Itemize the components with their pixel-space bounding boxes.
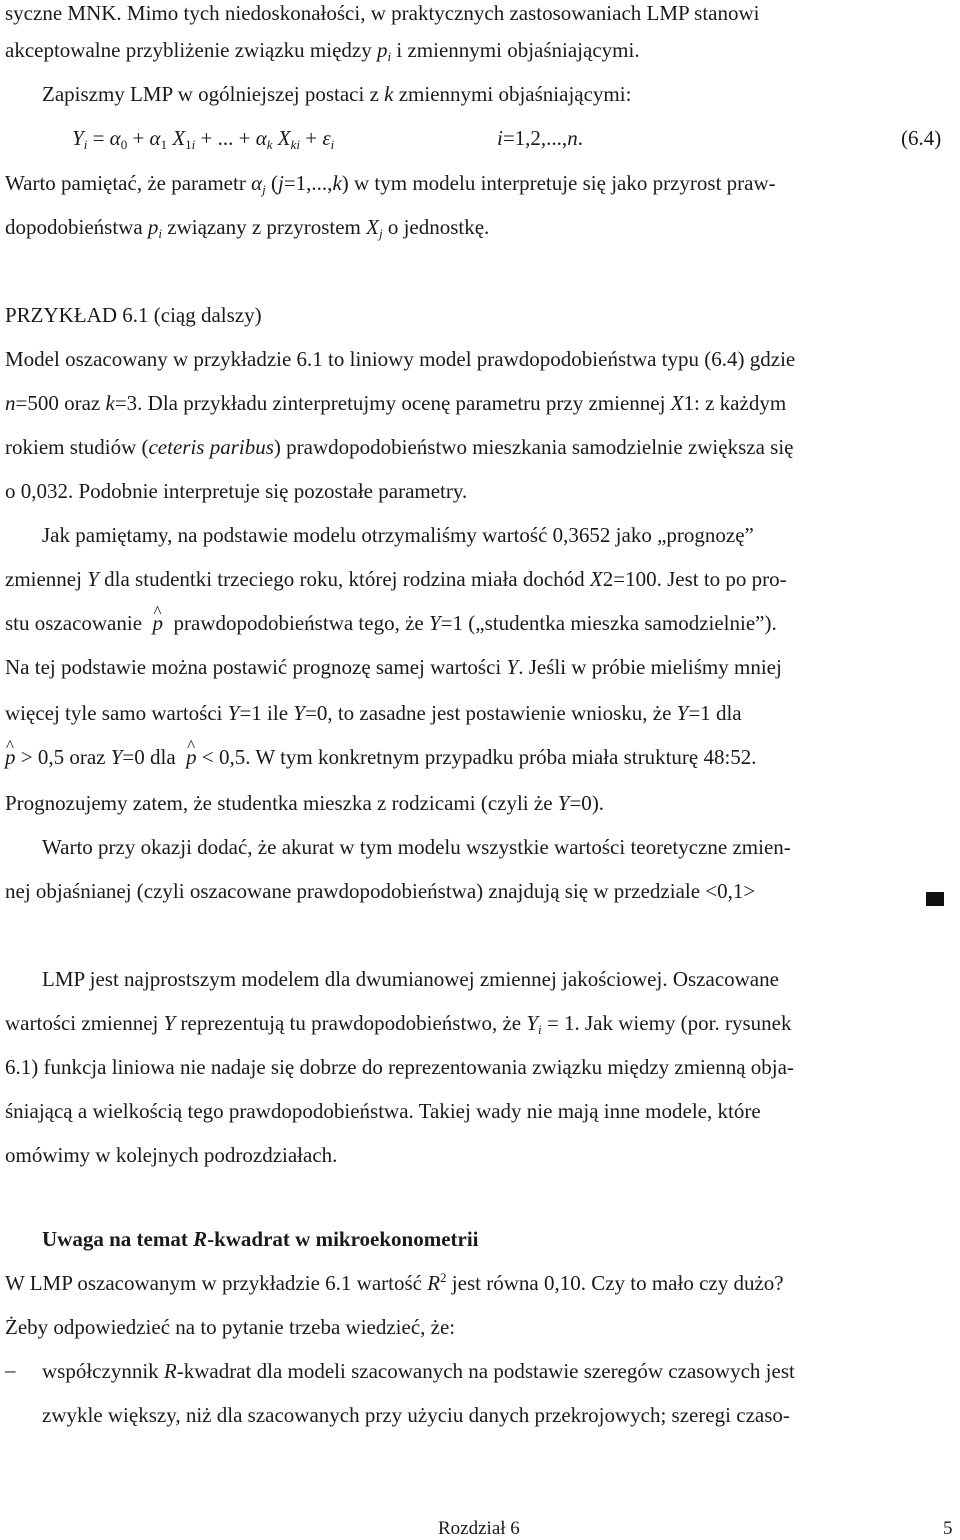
text-fragment: jest równa 0,10. Czy to mało czy dużo? bbox=[451, 1271, 784, 1295]
text-fragment: ile bbox=[267, 701, 289, 725]
text-fragment: („studentka mieszka samodzielnie”). bbox=[468, 611, 777, 635]
text-line: Na tej podstawie można postawić prognozę samej wartości Y. Jeśli w próbie mieliśmy mniej bbox=[5, 655, 782, 679]
text-line: omówimy w kolejnych podrozdziałach. bbox=[5, 1143, 338, 1167]
text-fragment: , to zasadne jest postawienie wniosku, że bbox=[327, 701, 672, 725]
equation: $Y_i = \alpha_0 + \alpha_1$ $X_{1i}$ + ... + $\alpha_k$ $X_{ki} + \varepsilon_i$ bbox=[72, 126, 335, 152]
text-fragment: : z każdym bbox=[694, 391, 787, 415]
text-fragment: > 0,5 oraz bbox=[20, 745, 106, 769]
text-line: śniającą a wielkością tego prawdopodobieństwa. Takiej wady nie mają inne modele, które bbox=[5, 1099, 761, 1123]
text-line: akceptowalne przybliżenie związku między $p_i$ i zmiennymi objaśniającymi. bbox=[5, 38, 640, 64]
p-hat-symbol: ^ p bbox=[186, 744, 197, 770]
text-fragment: współczynnik bbox=[42, 1359, 159, 1383]
section-heading: Uwaga na temat R-kwadrat w mikroekonometrii bbox=[42, 1227, 479, 1251]
text-line: W LMP oszacowanym w przykładzie 6.1 wartość $R^2$ jest równa 0,10. Czy to mało czy dużo? bbox=[5, 1270, 784, 1295]
text-fragment: więcej tyle samo wartości bbox=[5, 701, 223, 725]
text-line: LMP jest najprostszym modelem dla dwumianowej zmiennej jakościowej. Oszacowane bbox=[42, 967, 779, 991]
equation-index-range: i=1,2,...,n. bbox=[497, 126, 583, 150]
bullet-dash: – bbox=[5, 1358, 16, 1382]
example-heading: PRZYKŁAD 6.1 (ciąg dalszy) bbox=[5, 303, 262, 327]
text-fragment: Zapiszmy LMP w ogólniejszej postaci z bbox=[42, 82, 379, 106]
text-fragment: o jednostkę. bbox=[387, 215, 490, 239]
text-line: syczne MNK. Mimo tych niedoskonałości, w praktycznych zastosowaniach LMP stanowi bbox=[5, 1, 760, 25]
text-line: ^ p > 0,5 oraz Y=0 dla ^ p < 0,5. W tym konkretnym przypadku próba miała strukturę 48:52. bbox=[5, 744, 955, 770]
text-fragment: zmiennymi objaśniającymi: bbox=[398, 82, 632, 106]
text-line: 6.1) funkcja liniowa nie nadaje się dobrze do reprezentowania związku między zmienną obja- bbox=[5, 1055, 794, 1079]
text-line: n=500 oraz k=3. Dla przykładu zinterpretujmy ocenę parametru przy zmiennej X1: z każdym bbox=[5, 391, 787, 415]
text-line: nej objaśnianej (czyli oszacowane prawdopodobieństwa) znajdują się w przedziale <0,1> bbox=[5, 879, 756, 903]
text-line: Warto przy okazji dodać, że akurat w tym modelu wszystkie wartości teoretyczne zmien- bbox=[42, 835, 791, 859]
text-line: Jak pamiętamy, na podstawie modelu otrzymaliśmy wartość 0,3652 jako „prognozę” bbox=[42, 523, 754, 547]
text-fragment: dla bbox=[150, 745, 176, 769]
text-fragment: akceptowalne przybliżenie związku między bbox=[5, 38, 372, 62]
text-fragment: Dla przykładu zinterpretujmy ocenę parametru przy zmiennej bbox=[147, 391, 666, 415]
text-fragment: związany z przyrostem bbox=[167, 215, 361, 239]
text-fragment: = 1. Jak wiemy (por. rysunek bbox=[546, 1011, 792, 1035]
text-line: Prognozujemy zatem, że studentka mieszka z rodzicami (czyli że Y=0). bbox=[5, 791, 605, 815]
text-line: Żeby odpowiedzieć na to pytanie trzeba wiedzieć, że: bbox=[5, 1315, 456, 1339]
text-fragment: rokiem studiów ( bbox=[5, 435, 149, 459]
text-fragment: wartości zmiennej bbox=[5, 1011, 159, 1035]
end-of-example-mark bbox=[926, 892, 944, 906]
text-fragment: Mimo tych niedoskonałości, w praktycznych zastosowaniach LMP stanowi bbox=[126, 1, 760, 25]
text-fragment: i zmiennymi objaśniającymi. bbox=[396, 38, 640, 62]
text-fragment: -kwadrat w mikroekonometrii bbox=[207, 1227, 479, 1251]
text-fragment: dopodobieństwa bbox=[5, 215, 143, 239]
text-fragment: prawdopodobieństwa tego, że bbox=[173, 611, 424, 635]
text-fragment: zmiennej bbox=[5, 567, 82, 591]
text-fragment: Uwaga na temat bbox=[42, 1227, 188, 1251]
text-line: Zapiszmy LMP w ogólniejszej postaci z k zmiennymi objaśniającymi: bbox=[42, 82, 632, 106]
text-line: stu oszacowanie ^ p prawdopodobieństwa tego, że Y=1 („studentka mieszka samodzielnie”). bbox=[5, 610, 955, 636]
text-fragment: Na tej podstawie można postawić prognozę samej wartości bbox=[5, 655, 502, 679]
text-fragment: w tym modelu interpretuje się jako przyrost praw- bbox=[354, 171, 776, 195]
footer-chapter: Rozdział 6 bbox=[438, 1518, 520, 1539]
bullet-text-line: współczynnik R-kwadrat dla modeli szacowanych na podstawie szeregów czasowych jest bbox=[42, 1359, 795, 1383]
equation-number: (6.4) bbox=[901, 126, 942, 150]
text-fragment: ceteris paribus bbox=[148, 435, 274, 459]
page-number: 5 bbox=[943, 1518, 953, 1539]
text-fragment: < 0,5. W tym konkretnym przypadku próba miała strukturę 48:52. bbox=[201, 745, 757, 769]
text-line bbox=[5, 434, 955, 460]
text-fragment: dla bbox=[715, 701, 742, 725]
bullet-text-line: zwykle większy, niż dla szacowanych przy użyciu danych przekrojowych; szeregi czaso- bbox=[42, 1403, 790, 1427]
text-line: zmiennej Y dla studentki trzeciego roku, której rodzina miała dochód X2=100. Jest to po pro- bbox=[5, 567, 787, 591]
p-hat-symbol: ^ p bbox=[153, 610, 164, 636]
text-line: więcej tyle samo wartości Y=1 ile Y=0, to zasadne jest postawienie wniosku, że Y=1 dla bbox=[5, 701, 742, 725]
text-fragment: Jest to po pro- bbox=[667, 567, 787, 591]
text-fragment: reprezentują tu prawdopodobieństwo, że bbox=[180, 1011, 522, 1035]
text-fragment: dla studentki trzeciego roku, której rodzina miała dochód bbox=[104, 567, 585, 591]
text-line: o 0,032. Podobnie interpretuje się pozostałe parametry. bbox=[5, 479, 468, 503]
text-fragment: W LMP oszacowanym w przykładzie 6.1 wartość bbox=[5, 1271, 422, 1295]
p-hat-symbol: ^ p bbox=[5, 744, 16, 770]
text-fragment: . Jeśli w próbie mieliśmy mniej bbox=[518, 655, 782, 679]
text-fragment: stu oszacowanie bbox=[5, 611, 143, 635]
text-line: wartości zmiennej Y reprezentują tu prawdopodobieństwo, że $Y_i = 1$. Jak wiemy (por. rysunek bbox=[5, 1011, 792, 1037]
text-fragment: Prognozujemy zatem, że studentka mieszka z rodzicami (czyli że bbox=[5, 791, 553, 815]
text-fragment: ). bbox=[591, 791, 605, 815]
text-fragment: -kwadrat dla modeli szacowanych na podstawie szeregów czasowych jest bbox=[176, 1359, 795, 1383]
text-fragment: Warto pamiętać, że parametr bbox=[5, 171, 246, 195]
text-line: Model oszacowany w przykładzie 6.1 to liniowy model prawdopodobieństwa typu (6.4) gdzie bbox=[5, 347, 796, 371]
text-fragment: syczne bbox=[5, 1, 63, 25]
text-line: dopodobieństwa $p_i$ związany z przyrostem $X_j$ o jednostkę. bbox=[5, 215, 490, 241]
text-fragment: ) prawdopodobieństwo mieszkania samodzielnie zwiększa się bbox=[273, 435, 794, 459]
text-line: Warto pamiętać, że parametr $\alpha_j$ (j=1,...,k) w tym modelu interpretuje się jako przyrost praw- bbox=[5, 171, 776, 197]
